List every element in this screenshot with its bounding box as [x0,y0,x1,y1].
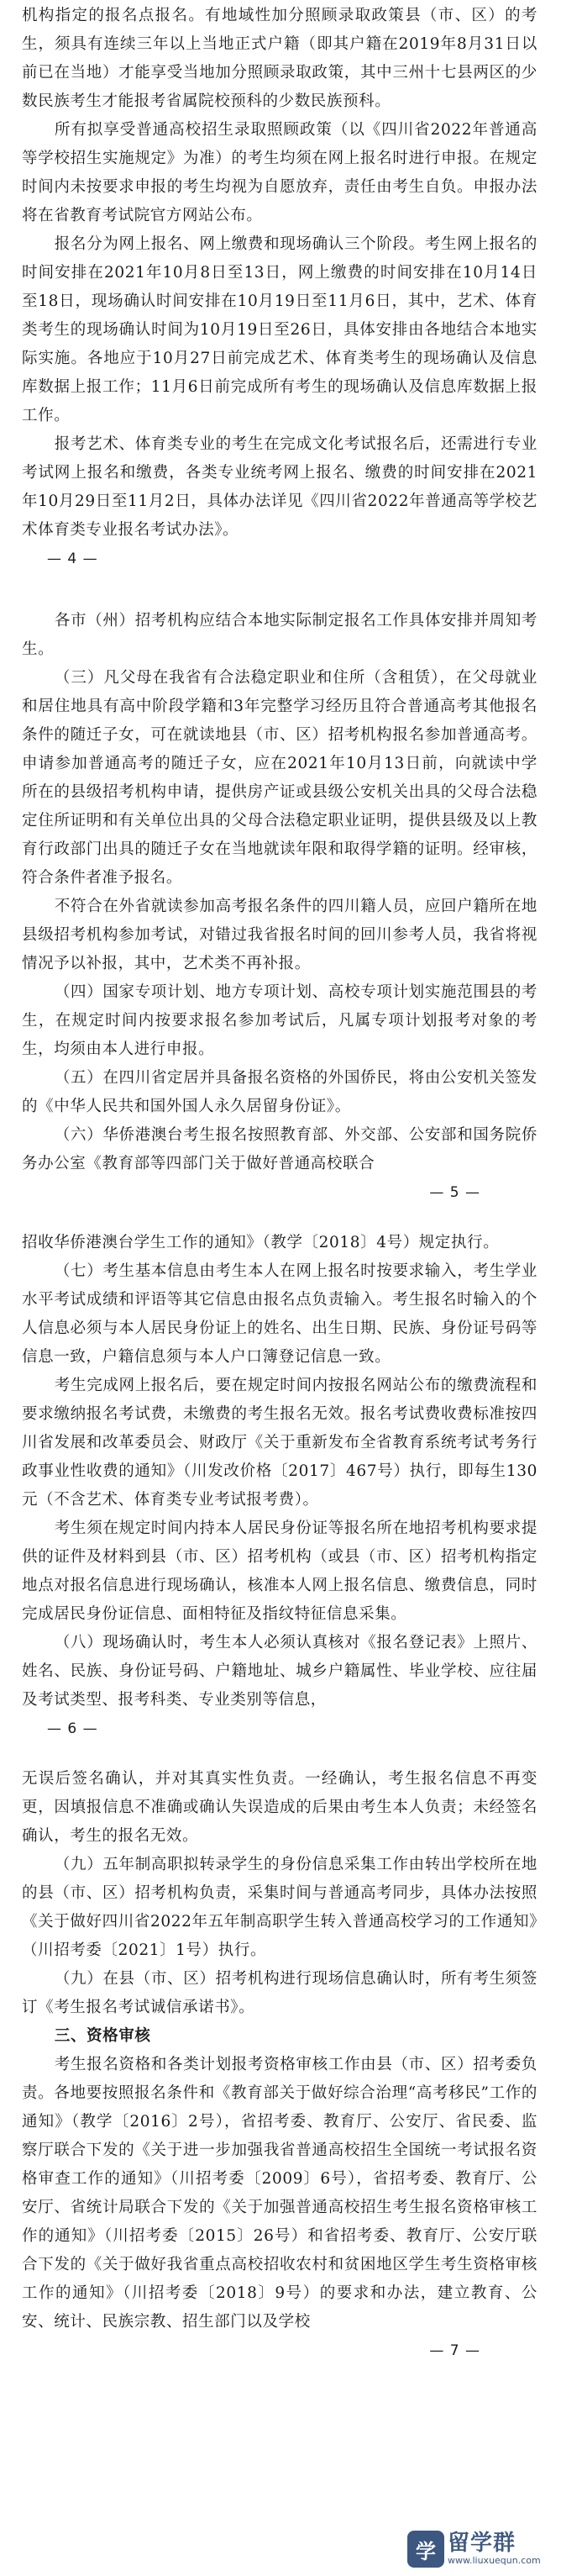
paragraph: 考生须在规定时间内持本人居民身份证等报名所在地招考机构要求提供的证件及材料到县（市、区）招考机构（或县（市、区）招考机构指定地点对报名信息进行现场确认，核准本人网上报名信息、缴费信息，同时完成居民身份证信息、面相特征及指纹特征信息采集。 [22,1520,537,1623]
page-number: — 4 — [47,550,98,567]
paragraph: （五）在四川省定居并具备报名资格的外国侨民，将由公安机关签发的《中华人民共和国外国人永久居留身份证》。 [22,1069,537,1115]
watermark-url: www.liuxuequn.com [448,2555,541,2566]
paragraph: 无误后签名确认，并对其真实性负责。一经确认，考生报名信息不再变更，因填报信息不准确或确认失误造成的后果由考生本人负责；未经签名确认，考生的报名无效。 [22,1770,537,1845]
paragraph: 报名分为网上报名、网上缴费和现场确认三个阶段。考生网上报名的时间安排在2021年10月8日至13日，网上缴费的时间安排在10月14日至18日，现场确认时间安排在10月19日至11月6日，其中，艺术、体育类考生的现场确认时间为10月19日至26日，具体安排由各地结合本地实际实施。各地应于10月27日前完成艺术、体育类考生的现场确认及信息库数据上报工作；11月6日前完成所有考生的现场确认及信息库数据上报工作。 [22,235,537,424]
page-section-4 [0,1765,561,2365]
watermark-logo-icon: 学 [407,2531,444,2568]
paragraph: 考生报名资格和各类计划报考资格审核工作由县（市、区）招考委负责。各地要按照报名条件和《教育部关于做好综合治理“高考移民”工作的通知》（教学〔2016〕2号），省招考委、教育厅、公安厅、省民委、监察厅联合下发的《关于进一步加强我省普通高校招生全国统一考试报名资格审查工作的通知》（川招考委〔2009〕6号），省招考委、教育厅、公安厅、省统计局联合下发的《关于加强普通高校招生考生报名资格审核工作的通知》（川招考委〔2015〕26号）和省招考委、教育厅、公安厅联合下发的《关于做好我省重点高校招收农村和贫困地区学生考生资格审核工作的通知》（川招考委〔2018〕9号）的要求和办法，建立教育、公安、统计、民族宗教、招生部门以及学校 [22,2056,537,2331]
paragraph: （六）华侨港澳台考生报名按照教育部、外交部、公安部和国务院侨务办公室《教育部等四部门关于做好普通高校联合 [22,1126,537,1172]
site-watermark [407,2529,554,2569]
page-section-3 [0,1229,561,1743]
paragraph: 不符合在外省就读参加高考报名条件的四川籍人员，应回户籍所在地县级招考机构参加考试，对错过我省报名时间的回川参考人员，我省将视情况予以补报，其中，艺术类不再补报。 [22,898,537,972]
page-number: — 5 — [429,1184,480,1201]
paragraph: 所有拟享受普通高校招生录取照顾政策（以《四川省2022年普通高等学校招生实施规定》为准）的考生均须在网上报名时进行申报。在规定时间内未按要求申报的考生均视为自愿放弃，责任由考生自负。申报办法将在省教育考试院官方网站公布。 [22,121,537,224]
paragraph: 各市（州）招考机构应结合本地实际制定报名工作具体安排并周知考生。 [22,612,537,658]
paragraph: （八）现场确认时，考生本人必须认真核对《报名登记表》上照片、姓名、民族、身份证号码、户籍地址、城乡户籍属性、毕业学校、应往届及考试类型、报考科类、专业类别等信息， [22,1634,537,1709]
paragraph: 报考艺术、体育类专业的考生在完成文化考试报名后，还需进行专业考试网上报名和缴费，各类专业统考网上报名、缴费的时间安排在2021年10月29日至11月2日，具体办法详见《四川省2022年普通高等学校艺术体育类专业报名考试办法》。 [22,435,537,539]
paragraph: 机构指定的报名点报名。有地域性加分照顾录取政策县（市、区）的考生，须具有连续三年以上当地正式户籍（即其户籍在2019年8月31日以前已在当地）才能享受当地加分照顾录取政策，其中三州十七县两区的少数民族考生才能报考省属院校预科的少数民族预科。 [22,7,537,110]
paragraph: （七）考生基本信息由考生本人在网上报名时按要求输入，考生学业水平考试成绩和评语等其它信息由报名点负责输入。考生报名时输入的个人信息必须与本人居民身份证上的姓名、出生日期、民族、身份证号码等信息一致，户籍信息须与本人户口簿登记信息一致。 [22,1262,537,1366]
page-number: — 6 — [47,1720,98,1737]
paragraph: （四）国家专项计划、地方专项计划、高校专项计划实施范围县的考生，在规定时间内按要求报名参加考试后，凡属专项计划报考对象的考生，均须由本人进行申报。 [22,983,537,1058]
page-section-2 [0,607,561,1207]
paragraph: 考生完成网上报名后，要在规定时间内按报名网站公布的缴费流程和要求缴纳报名考试费，未缴费的考生报名无效。报名考试费收费标准按四川省发展和改革委员会、财政厅《关于重新发布全省教育系统考试考务行政事业性收费的通知》（川发改价格〔2017〕467号）执行，即每生130元（不含艺术、体育类专业考试报考费）。 [22,1377,537,1509]
paragraph: （九）五年制高职拟转录学生的身份信息采集工作由转出学校所在地的县（市、区）招考机构负责，采集时间与普通高考同步，具体办法按照《关于做好四川省2022年五年制高职学生转入普通高校学习的工作通知》（川招考委〔2021〕1号）执行。 [22,1856,537,1959]
paragraph: （九）在县（市、区）招考机构进行现场信息确认时，所有考生须签订《考生报名考试诚信承诺书》。 [22,1970,537,2016]
paragraph: 招收华侨港澳台学生工作的通知》（教学〔2018〕4号）规定执行。 [22,1234,500,1251]
section-heading: 三、资格审核 [54,2027,151,2045]
page-section-1 [0,0,561,573]
paragraph: （三）凡父母在我省有合法稳定职业和住所（含租赁），在父母就业和居住地具有高中阶段学籍和3年完整学习经历且符合普通高考其他报名条件的随迁子女，可在就读地县（市、区）招考机构报名参加普通高考。申请参加普通高考的随迁子女，应在2021年10月13日前，向就读中学所在的县级招考机构申请，提供房产证或县级公安机关出具的父母合法稳定住所证明和有关单位出具的父母合法稳定职业证明，提供县级及以上教育行政部门出具的随迁子女在当地就读年限和取得学籍的证明。经审核，符合条件者准予报名。 [22,669,537,887]
page-number: — 7 — [429,2342,480,2359]
watermark-title: 留学群 [448,2531,516,2556]
